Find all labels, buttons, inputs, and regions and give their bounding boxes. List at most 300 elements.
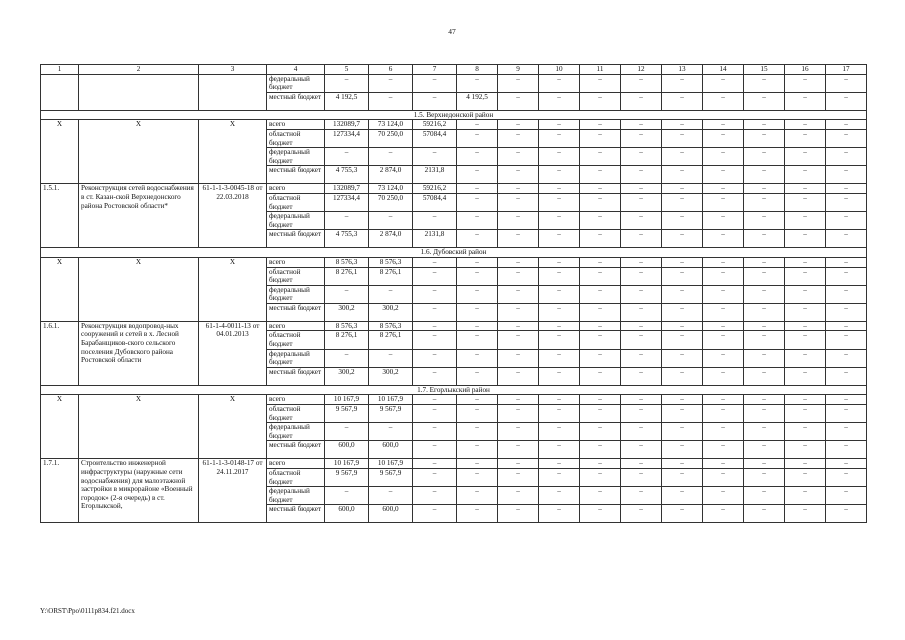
value-cell: – [826, 331, 867, 349]
value-cell: – [703, 193, 744, 211]
object-name: Строительство инженерной инфраструктуры (наружные сети водоснабжения) для малоэтажной застройки в микрорайоне «Военный городок» (2-я очередь) в ст. Егорлыкской, [79, 459, 199, 523]
funding-source: местный бюджет [267, 166, 325, 184]
value-cell: – [703, 120, 744, 130]
value-cell: – [498, 303, 539, 321]
value-cell: – [580, 349, 621, 367]
value-cell: – [457, 459, 498, 469]
object-name: Реконструкция сетей водоснабжения в ст. Казан-ской Верхнедонского района Ростовской области* [79, 184, 199, 248]
value-cell: – [457, 487, 498, 505]
value-cell: – [325, 349, 369, 367]
value-cell: 8 276,1 [369, 267, 413, 285]
value-cell: – [662, 441, 703, 459]
value-cell: – [826, 349, 867, 367]
column-number: 5 [325, 65, 369, 75]
value-cell: – [785, 74, 826, 92]
value-cell: – [785, 267, 826, 285]
value-cell: – [457, 74, 498, 92]
value-cell: – [621, 193, 662, 211]
value-cell: – [785, 405, 826, 423]
value-cell: – [413, 487, 457, 505]
value-cell: – [621, 92, 662, 110]
value-cell: – [621, 331, 662, 349]
value-cell: – [413, 469, 457, 487]
value-cell: – [498, 331, 539, 349]
funding-source: местный бюджет [267, 230, 325, 248]
project-row [41, 321, 867, 331]
value-cell: – [785, 423, 826, 441]
item-number: 1.5.1. [41, 184, 79, 248]
value-cell: – [413, 74, 457, 92]
value-cell: – [785, 487, 826, 505]
value-cell: – [457, 349, 498, 367]
value-cell: – [744, 487, 785, 505]
value-cell: 57084,4 [413, 193, 457, 211]
value-cell: – [744, 423, 785, 441]
value-cell: – [785, 285, 826, 303]
value-cell: – [662, 321, 703, 331]
value-cell: – [413, 459, 457, 469]
value-cell: – [785, 257, 826, 267]
value-cell: – [457, 367, 498, 385]
value-cell: – [498, 441, 539, 459]
value-cell: – [662, 74, 703, 92]
value-cell: – [369, 212, 413, 230]
value-cell: 8 276,1 [325, 331, 369, 349]
value-cell: – [621, 505, 662, 523]
value-cell: – [662, 367, 703, 385]
value-cell: – [703, 184, 744, 194]
column-number: 14 [703, 65, 744, 75]
value-cell: – [539, 285, 580, 303]
value-cell: – [413, 405, 457, 423]
value-cell: – [580, 405, 621, 423]
value-cell: – [457, 423, 498, 441]
value-cell: – [498, 505, 539, 523]
value-cell: – [662, 120, 703, 130]
value-cell: – [621, 367, 662, 385]
value-cell: – [539, 148, 580, 166]
value-cell: – [826, 405, 867, 423]
expertise-conclusion: 61-1-1-3-0148-17 от 24.11.2017 [199, 459, 267, 523]
funding-source: областной бюджет [267, 267, 325, 285]
value-cell: – [703, 148, 744, 166]
value-cell: 10 167,9 [325, 395, 369, 405]
value-cell: – [703, 487, 744, 505]
value-cell: – [580, 148, 621, 166]
value-cell: – [744, 367, 785, 385]
item-number: Х [41, 120, 79, 184]
value-cell: 2 874,0 [369, 166, 413, 184]
value-cell: – [785, 120, 826, 130]
value-cell: – [580, 166, 621, 184]
value-cell: – [413, 331, 457, 349]
value-cell: – [826, 74, 867, 92]
value-cell: – [826, 193, 867, 211]
value-cell: – [498, 148, 539, 166]
value-cell: – [744, 395, 785, 405]
value-cell: – [826, 166, 867, 184]
value-cell: – [621, 184, 662, 194]
value-cell: – [662, 129, 703, 147]
empty-cell [199, 74, 267, 110]
summary-row [41, 257, 867, 267]
value-cell: 300,2 [325, 367, 369, 385]
value-cell: – [826, 212, 867, 230]
column-number: 7 [413, 65, 457, 75]
value-cell: – [621, 469, 662, 487]
value-cell: – [457, 184, 498, 194]
value-cell: – [785, 395, 826, 405]
value-cell: – [744, 303, 785, 321]
value-cell: – [621, 257, 662, 267]
section-title: 1.7. Егорлыкский район [41, 385, 867, 395]
value-cell: – [744, 505, 785, 523]
funding-source: всего [267, 120, 325, 130]
funding-source: местный бюджет [267, 441, 325, 459]
value-cell: 132089,7 [325, 184, 369, 194]
value-cell: – [539, 405, 580, 423]
value-cell: – [662, 331, 703, 349]
value-cell: 73 124,0 [369, 184, 413, 194]
value-cell: – [826, 423, 867, 441]
value-cell: 127334,4 [325, 129, 369, 147]
value-cell: – [662, 469, 703, 487]
value-cell: – [539, 331, 580, 349]
value-cell: – [457, 321, 498, 331]
section-title-row [41, 110, 867, 120]
value-cell: – [580, 469, 621, 487]
value-cell: – [580, 212, 621, 230]
value-cell: – [662, 303, 703, 321]
value-cell: – [498, 487, 539, 505]
value-cell: – [703, 92, 744, 110]
value-cell: – [580, 321, 621, 331]
funding-source: областной бюджет [267, 469, 325, 487]
value-cell: – [498, 321, 539, 331]
value-cell: 8 576,3 [369, 321, 413, 331]
value-cell: – [539, 184, 580, 194]
value-cell: – [662, 148, 703, 166]
funding-source: местный бюджет [267, 303, 325, 321]
value-cell: 4 755,3 [325, 230, 369, 248]
value-cell: – [744, 469, 785, 487]
value-cell: – [539, 367, 580, 385]
value-cell: – [826, 129, 867, 147]
value-cell: – [539, 193, 580, 211]
funding-source: местный бюджет [267, 92, 325, 110]
funding-source: областной бюджет [267, 405, 325, 423]
value-cell: – [785, 505, 826, 523]
value-cell: 127334,4 [325, 193, 369, 211]
value-cell: – [413, 303, 457, 321]
value-cell: – [539, 92, 580, 110]
funding-source: федеральный бюджет [267, 423, 325, 441]
value-cell: – [621, 303, 662, 321]
value-cell: 57084,4 [413, 129, 457, 147]
value-cell: – [826, 257, 867, 267]
column-number: 16 [785, 65, 826, 75]
value-cell: – [785, 212, 826, 230]
value-cell: – [498, 423, 539, 441]
value-cell: – [325, 74, 369, 92]
value-cell: – [413, 212, 457, 230]
value-cell: – [580, 92, 621, 110]
value-cell: – [826, 184, 867, 194]
value-cell: – [785, 331, 826, 349]
value-cell: – [621, 120, 662, 130]
funding-source: областной бюджет [267, 331, 325, 349]
value-cell: – [703, 469, 744, 487]
value-cell: – [369, 148, 413, 166]
footer-file-path: Y:\ORST\Ppo\0111p834.f21.docx [40, 607, 135, 615]
value-cell: – [539, 129, 580, 147]
value-cell: – [621, 230, 662, 248]
value-cell: – [826, 469, 867, 487]
value-cell: – [498, 129, 539, 147]
value-cell: – [457, 331, 498, 349]
value-cell: – [703, 395, 744, 405]
value-cell: – [703, 303, 744, 321]
value-cell: 132089,7 [325, 120, 369, 130]
value-cell: 70 250,0 [369, 193, 413, 211]
value-cell: 600,0 [325, 441, 369, 459]
value-cell: – [413, 92, 457, 110]
value-cell: – [662, 395, 703, 405]
value-cell: – [703, 459, 744, 469]
project-row [41, 459, 867, 469]
value-cell: – [662, 285, 703, 303]
value-cell: – [498, 193, 539, 211]
value-cell: 4 192,5 [457, 92, 498, 110]
value-cell: – [703, 129, 744, 147]
value-cell: – [580, 230, 621, 248]
value-cell: – [413, 395, 457, 405]
value-cell: – [621, 166, 662, 184]
value-cell: – [744, 459, 785, 469]
object-name: Реконструкция водопровод-ных сооружений и сетей в х. Лесной Барабанщиков-ского сельского поселения Дубовского района Ростовской области [79, 321, 199, 385]
value-cell: – [457, 230, 498, 248]
value-cell: – [621, 129, 662, 147]
value-cell: – [498, 120, 539, 130]
value-cell: – [413, 285, 457, 303]
value-cell: – [744, 148, 785, 166]
value-cell: – [621, 395, 662, 405]
value-cell: – [539, 230, 580, 248]
value-cell: – [580, 257, 621, 267]
funding-source: всего [267, 459, 325, 469]
value-cell: 300,2 [325, 303, 369, 321]
value-cell: – [826, 230, 867, 248]
value-cell: – [580, 129, 621, 147]
value-cell: – [744, 212, 785, 230]
expertise-conclusion: 61-1-1-3-0045-18 от 22.03.2018 [199, 184, 267, 248]
value-cell: – [580, 267, 621, 285]
value-cell: – [785, 321, 826, 331]
empty-cell [41, 74, 79, 110]
value-cell: – [621, 349, 662, 367]
value-cell: – [580, 505, 621, 523]
column-number: 6 [369, 65, 413, 75]
value-cell: 2 874,0 [369, 230, 413, 248]
funding-source: всего [267, 184, 325, 194]
value-cell: – [325, 423, 369, 441]
value-cell: 2131,8 [413, 230, 457, 248]
value-cell: 8 576,3 [325, 321, 369, 331]
value-cell: – [457, 120, 498, 130]
value-cell: 9 567,9 [325, 405, 369, 423]
value-cell: – [785, 148, 826, 166]
value-cell: – [826, 120, 867, 130]
value-cell: – [457, 395, 498, 405]
value-cell: – [325, 212, 369, 230]
column-number: 2 [79, 65, 199, 75]
value-cell: – [498, 405, 539, 423]
value-cell: 10 167,9 [369, 459, 413, 469]
table-row [41, 74, 867, 92]
value-cell: – [826, 148, 867, 166]
funding-source: местный бюджет [267, 367, 325, 385]
value-cell: 600,0 [369, 441, 413, 459]
value-cell: – [498, 367, 539, 385]
empty-cell [79, 74, 199, 110]
value-cell: – [498, 74, 539, 92]
value-cell: – [325, 285, 369, 303]
value-cell: – [580, 423, 621, 441]
value-cell: – [413, 349, 457, 367]
value-cell: – [744, 441, 785, 459]
value-cell: – [826, 285, 867, 303]
value-cell: – [498, 212, 539, 230]
value-cell: – [539, 212, 580, 230]
value-cell: – [413, 441, 457, 459]
value-cell: – [703, 331, 744, 349]
summary-row [41, 395, 867, 405]
value-cell: – [498, 166, 539, 184]
value-cell: – [785, 166, 826, 184]
value-cell: – [785, 441, 826, 459]
value-cell: – [662, 257, 703, 267]
value-cell: – [621, 405, 662, 423]
value-cell: – [662, 267, 703, 285]
section-title: 1.6. Дубовский район [41, 248, 867, 258]
value-cell: – [539, 441, 580, 459]
value-cell: 59216,2 [413, 120, 457, 130]
table-body [41, 65, 867, 523]
value-cell: 10 167,9 [325, 459, 369, 469]
expertise-conclusion: Х [199, 120, 267, 184]
value-cell: – [703, 321, 744, 331]
value-cell: – [662, 423, 703, 441]
value-cell: – [826, 367, 867, 385]
value-cell: – [744, 405, 785, 423]
value-cell: 9 567,9 [369, 405, 413, 423]
value-cell: – [457, 303, 498, 321]
value-cell: – [457, 441, 498, 459]
value-cell: – [744, 257, 785, 267]
funding-source: федеральный бюджет [267, 285, 325, 303]
value-cell: – [498, 285, 539, 303]
value-cell: – [580, 285, 621, 303]
value-cell: – [413, 367, 457, 385]
value-cell: – [457, 267, 498, 285]
value-cell: – [703, 257, 744, 267]
funding-source: областной бюджет [267, 129, 325, 147]
funding-source: всего [267, 321, 325, 331]
value-cell: – [498, 349, 539, 367]
value-cell: – [826, 92, 867, 110]
value-cell: – [826, 505, 867, 523]
value-cell: – [703, 74, 744, 92]
value-cell: – [498, 267, 539, 285]
value-cell: 70 250,0 [369, 129, 413, 147]
value-cell: – [744, 230, 785, 248]
value-cell: – [703, 285, 744, 303]
value-cell: 600,0 [369, 505, 413, 523]
column-number: 10 [539, 65, 580, 75]
item-number: 1.7.1. [41, 459, 79, 523]
column-number: 8 [457, 65, 498, 75]
value-cell: – [785, 193, 826, 211]
value-cell: – [826, 487, 867, 505]
value-cell: – [498, 395, 539, 405]
value-cell: – [457, 285, 498, 303]
expertise-conclusion: Х [199, 395, 267, 459]
object-name: Х [79, 395, 199, 459]
value-cell: – [369, 349, 413, 367]
value-cell: – [413, 505, 457, 523]
section-title: 1.5. Верхнедонской район [41, 110, 867, 120]
value-cell: – [457, 505, 498, 523]
value-cell: – [785, 230, 826, 248]
project-row [41, 184, 867, 194]
value-cell: – [662, 184, 703, 194]
value-cell: – [580, 441, 621, 459]
value-cell: – [744, 166, 785, 184]
value-cell: – [539, 469, 580, 487]
expertise-conclusion: 61-1-4-0011-13 от 04.01.2013 [199, 321, 267, 385]
value-cell: – [785, 367, 826, 385]
summary-row [41, 120, 867, 130]
funding-source: областной бюджет [267, 193, 325, 211]
value-cell: – [703, 349, 744, 367]
value-cell: – [580, 184, 621, 194]
value-cell: – [457, 193, 498, 211]
value-cell: – [703, 405, 744, 423]
value-cell: – [580, 395, 621, 405]
value-cell: – [580, 120, 621, 130]
value-cell: – [621, 285, 662, 303]
value-cell: – [744, 267, 785, 285]
funding-source: федеральный бюджет [267, 487, 325, 505]
funding-source: федеральный бюджет [267, 148, 325, 166]
value-cell: 4 192,5 [325, 92, 369, 110]
value-cell: – [621, 148, 662, 166]
value-cell: 9 567,9 [369, 469, 413, 487]
value-cell: – [369, 74, 413, 92]
value-cell: – [621, 267, 662, 285]
value-cell: – [413, 148, 457, 166]
value-cell: – [826, 321, 867, 331]
value-cell: – [703, 423, 744, 441]
value-cell: – [703, 441, 744, 459]
value-cell: – [325, 148, 369, 166]
value-cell: 8 576,3 [369, 257, 413, 267]
budget-table [40, 64, 867, 523]
funding-source: местный бюджет [267, 505, 325, 523]
item-number: Х [41, 257, 79, 321]
value-cell: – [703, 267, 744, 285]
value-cell: – [703, 230, 744, 248]
